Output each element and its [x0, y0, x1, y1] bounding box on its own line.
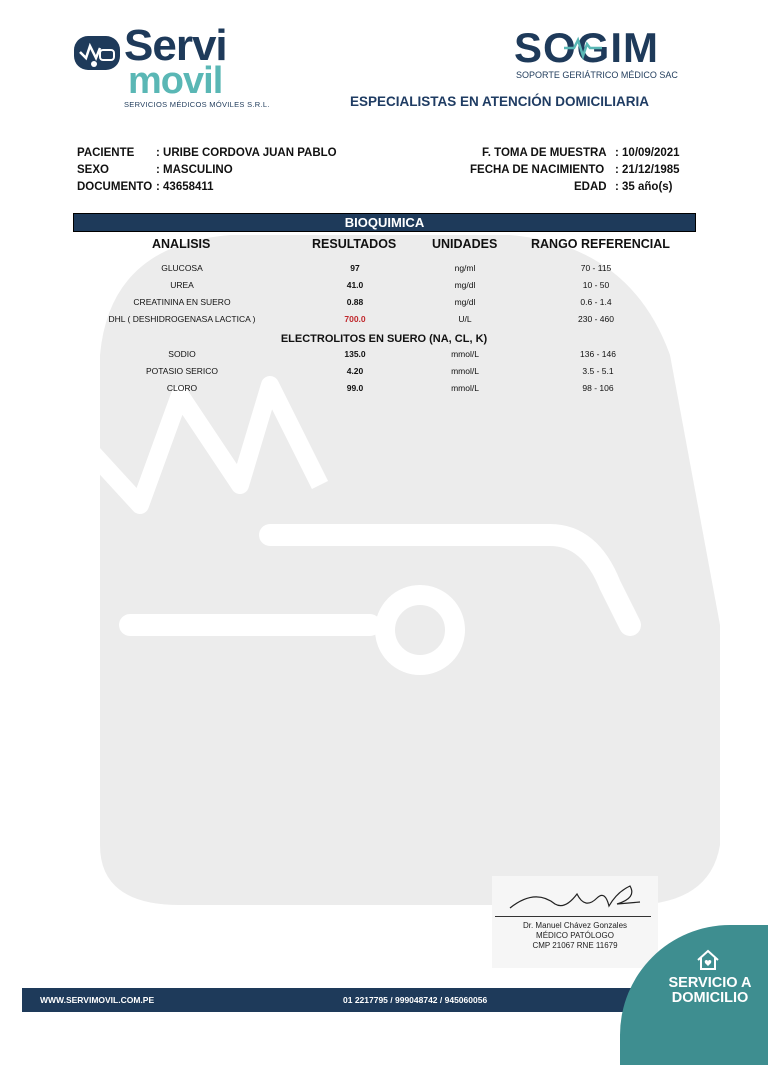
sogim-logo — [512, 26, 697, 86]
logo-subtitle: SERVICIOS MÉDICOS MÓVILES S.R.L. — [124, 100, 270, 109]
footer-website[interactable]: WWW.SERVIMOVIL.COM.PE — [40, 995, 155, 1005]
col-header-unidades: UNIDADES — [432, 237, 498, 251]
row-rango: 3.5 - 5.1 — [582, 366, 614, 376]
logo-word-servi: Servi — [124, 21, 227, 70]
section-title-bar: BIOQUIMICA — [73, 213, 696, 232]
row-analisis: CREATININA EN SUERO — [133, 297, 231, 307]
row-unidad: mmol/L — [451, 366, 479, 376]
badge-text — [650, 976, 768, 1006]
paciente-label: PACIENTE — [77, 147, 135, 159]
paciente-value: : URIBE CORDOVA JUAN PABLO — [156, 147, 337, 159]
row-rango: 136 - 146 — [580, 349, 616, 359]
servimovil-logo — [72, 21, 272, 112]
sogim-subtitle: SOPORTE GERIÁTRICO MÉDICO SAC — [516, 70, 678, 80]
nacimiento-label: FECHA DE NACIMIENTO — [470, 164, 605, 176]
row-rango: 230 - 460 — [578, 314, 614, 324]
home-heart-icon — [696, 949, 720, 971]
toma-value: : 10/09/2021 — [615, 147, 680, 159]
signature-line — [495, 916, 651, 917]
row-analisis: DHL ( DESHIDROGENASA LACTICA ) — [108, 314, 256, 324]
row-resultado: 135.0 — [344, 349, 366, 359]
col-header-resultados: RESULTADOS — [312, 237, 397, 251]
badge-line2: DOMICILIO — [671, 990, 749, 1006]
col-header-analisis: ANALISIS — [152, 237, 211, 251]
ambulance-logo-icon — [72, 34, 122, 74]
tagline: ESPECIALISTAS EN ATENCIÓN DOMICILIARIA — [350, 94, 650, 109]
signature-name: Dr. Manuel Chávez Gonzales — [522, 921, 628, 930]
edad-value: : 35 año(s) — [615, 181, 673, 193]
row-unidad: ng/ml — [454, 263, 476, 273]
row-resultado: 4.20 — [346, 366, 364, 376]
row-unidad: mmol/L — [451, 349, 479, 359]
row-analisis: GLUCOSA — [161, 263, 203, 273]
row-unidad: mmol/L — [451, 383, 479, 393]
edad-label: EDAD — [574, 181, 607, 193]
signature-cmp: CMP 21067 RNE 11679 — [532, 941, 618, 950]
row-resultado: 41.0 — [346, 280, 364, 290]
row-resultado: 0.88 — [346, 297, 364, 307]
row-rango: 70 - 115 — [580, 263, 612, 273]
row-unidad: mg/dl — [454, 297, 476, 307]
row-analisis: SODIO — [168, 349, 196, 359]
subsection-title: ELECTROLITOS EN SUERO (NA, CL, K) — [280, 333, 488, 345]
row-analisis: POTASIO SERICO — [145, 366, 219, 376]
toma-label: F. TOMA DE MUESTRA — [482, 147, 607, 159]
sexo-value: : MASCULINO — [156, 164, 233, 176]
row-resultado-abnormal: 700.0 — [344, 314, 366, 324]
logo-word-movil: movil — [128, 60, 223, 102]
row-analisis: UREA — [170, 280, 194, 290]
col-header-rango: RANGO REFERENCIAL — [531, 237, 670, 251]
row-unidad: mg/dl — [454, 280, 476, 290]
row-resultado: 99.0 — [346, 383, 364, 393]
sexo-label: SEXO — [77, 164, 109, 176]
row-unidad: U/L — [458, 314, 472, 324]
footer-phones: 01 2217795 / 999048742 / 945060056 — [343, 995, 488, 1005]
heartbeat-icon — [564, 36, 602, 60]
documento-value: : 43658411 — [156, 181, 214, 193]
row-rango: 98 - 106 — [582, 383, 614, 393]
ambulance-watermark — [70, 205, 730, 925]
handwritten-signature — [505, 880, 645, 918]
logo-word-sogim: SOGIM — [514, 24, 660, 71]
row-resultado: 97 — [350, 263, 360, 273]
row-analisis: CLORO — [166, 383, 198, 393]
row-rango: 0.6 - 1.4 — [580, 297, 612, 307]
row-rango: 10 - 50 — [582, 280, 610, 290]
nacimiento-value: : 21/12/1985 — [615, 164, 680, 176]
badge-line1: SERVICIO A — [668, 975, 752, 991]
documento-label: DOCUMENTO — [77, 181, 153, 193]
signature-title: MÉDICO PATÓLOGO — [536, 931, 614, 940]
